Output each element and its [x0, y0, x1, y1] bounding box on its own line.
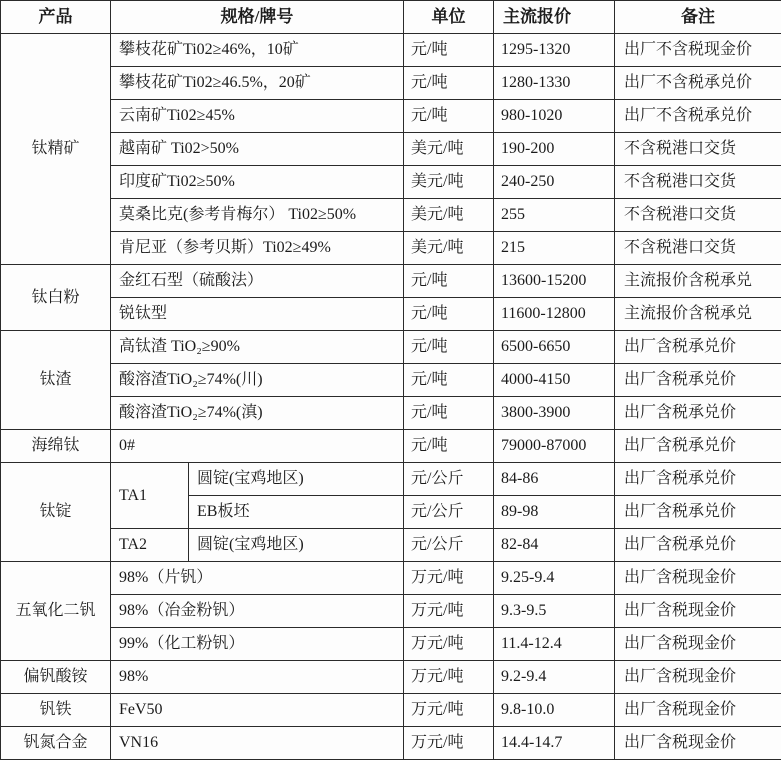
spec-cell: 酸溶渣TiO₂≥74%(滇) — [111, 397, 404, 430]
price-cell: 9.3-9.5 — [494, 595, 615, 628]
unit-cell: 万元/吨 — [404, 562, 494, 595]
unit-cell: 万元/吨 — [404, 628, 494, 661]
table-row — [1, 232, 781, 265]
price-cell: 6500-6650 — [494, 331, 615, 364]
price-cell: 14.4-14.7 — [494, 727, 615, 760]
unit-cell: 美元/吨 — [404, 133, 494, 166]
unit-cell: 元/公斤 — [404, 496, 494, 529]
table-row — [1, 529, 781, 562]
price-cell: 190-200 — [494, 133, 615, 166]
price-cell: 1295-1320 — [494, 34, 615, 67]
spec-cell: 0# — [111, 430, 404, 463]
price-cell: 89-98 — [494, 496, 615, 529]
spec-cell: FeV50 — [111, 694, 404, 727]
spec-cell: VN16 — [111, 727, 404, 760]
table-row — [1, 199, 781, 232]
note-cell: 主流报价含税承兑 — [615, 265, 781, 298]
price-cell: 215 — [494, 232, 615, 265]
note-cell: 出厂含税现金价 — [615, 628, 781, 661]
price-cell: 11600-12800 — [494, 298, 615, 331]
note-cell: 出厂不含税承兑价 — [615, 67, 781, 100]
table-row — [1, 727, 781, 760]
unit-cell: 万元/吨 — [404, 661, 494, 694]
unit-cell: 元/吨 — [404, 265, 494, 298]
table-row — [1, 100, 781, 133]
product-cell-sponge-titanium: 海绵钛 — [1, 430, 111, 463]
header-unit: 单位 — [404, 1, 494, 34]
table-row — [1, 67, 781, 100]
price-cell: 255 — [494, 199, 615, 232]
unit-cell: 美元/吨 — [404, 166, 494, 199]
grade-cell: TA1 — [111, 463, 189, 529]
spec-cell: 高钛渣 TiO₂≥90% — [111, 331, 404, 364]
unit-cell: 元/吨 — [404, 331, 494, 364]
spec-cell: 金红石型（硫酸法） — [111, 265, 404, 298]
note-cell: 出厂含税现金价 — [615, 727, 781, 760]
note-cell: 出厂含税承兑价 — [615, 463, 781, 496]
unit-cell: 美元/吨 — [404, 232, 494, 265]
table-row — [1, 133, 781, 166]
header-spec: 规格/牌号 — [111, 1, 404, 34]
note-cell: 出厂含税承兑价 — [615, 364, 781, 397]
unit-cell: 元/吨 — [404, 430, 494, 463]
table-row — [1, 364, 781, 397]
spec-cell: 酸溶渣TiO₂≥74%(川) — [111, 364, 404, 397]
price-cell: 11.4-12.4 — [494, 628, 615, 661]
form-cell: 圆锭(宝鸡地区) — [189, 529, 404, 562]
product-cell-titanium-ingot: 钛锭 — [1, 463, 111, 562]
spec-cell: 攀枝花矿Ti02≥46%，10矿 — [111, 34, 404, 67]
price-cell: 240-250 — [494, 166, 615, 199]
price-cell: 3800-3900 — [494, 397, 615, 430]
price-cell: 13600-15200 — [494, 265, 615, 298]
unit-cell: 元/公斤 — [404, 529, 494, 562]
note-cell: 出厂含税现金价 — [615, 661, 781, 694]
unit-cell: 元/公斤 — [404, 463, 494, 496]
table-row — [1, 430, 781, 463]
unit-cell: 元/吨 — [404, 67, 494, 100]
unit-cell: 元/吨 — [404, 364, 494, 397]
table-row — [1, 562, 781, 595]
note-cell: 出厂不含税现金价 — [615, 34, 781, 67]
product-cell-vanadium-pentoxide: 五氧化二钒 — [1, 562, 111, 661]
table-row — [1, 397, 781, 430]
table-row — [1, 265, 781, 298]
note-cell: 出厂含税承兑价 — [615, 529, 781, 562]
product-cell-titanium-dioxide: 钛白粉 — [1, 265, 111, 331]
spec-cell: 莫桑比克(参考肯梅尔） Ti02≥50% — [111, 199, 404, 232]
form-cell: 圆锭(宝鸡地区) — [189, 463, 404, 496]
unit-cell: 元/吨 — [404, 100, 494, 133]
table-row — [1, 166, 781, 199]
product-cell-titanium-concentrate: 钛精矿 — [1, 34, 111, 265]
note-cell: 不含税港口交货 — [615, 166, 781, 199]
product-cell-vanadium-nitrogen-alloy: 钒氮合金 — [1, 727, 111, 760]
price-cell: 9.25-9.4 — [494, 562, 615, 595]
spec-cell: 越南矿 Ti02>50% — [111, 133, 404, 166]
note-cell: 主流报价含税承兑 — [615, 298, 781, 331]
price-cell: 84-86 — [494, 463, 615, 496]
table-row — [1, 595, 781, 628]
note-cell: 不含税港口交货 — [615, 232, 781, 265]
spec-cell: 印度矿Ti02≥50% — [111, 166, 404, 199]
table-row — [1, 463, 781, 496]
note-cell: 不含税港口交货 — [615, 199, 781, 232]
note-cell: 出厂含税现金价 — [615, 694, 781, 727]
unit-cell: 元/吨 — [404, 34, 494, 67]
product-cell-ferrovanadium: 钒铁 — [1, 694, 111, 727]
note-cell: 出厂含税现金价 — [615, 595, 781, 628]
price-cell: 79000-87000 — [494, 430, 615, 463]
table-row — [1, 298, 781, 331]
unit-cell: 元/吨 — [404, 397, 494, 430]
spec-cell: 99%（化工粉钒） — [111, 628, 404, 661]
note-cell: 出厂不含税承兑价 — [615, 100, 781, 133]
spec-cell: 98% — [111, 661, 404, 694]
table-row — [1, 661, 781, 694]
product-cell-ammonium-metavanadate: 偏钒酸铵 — [1, 661, 111, 694]
form-cell: EB板坯 — [189, 496, 404, 529]
header-note: 备注 — [615, 1, 781, 34]
note-cell: 出厂含税现金价 — [615, 562, 781, 595]
grade-cell: TA2 — [111, 529, 189, 562]
note-cell: 出厂含税承兑价 — [615, 397, 781, 430]
spec-cell: 锐钛型 — [111, 298, 404, 331]
unit-cell: 万元/吨 — [404, 595, 494, 628]
unit-cell: 元/吨 — [404, 298, 494, 331]
header-row — [1, 1, 781, 34]
note-cell: 不含税港口交货 — [615, 133, 781, 166]
spec-cell: 98%（冶金粉钒） — [111, 595, 404, 628]
unit-cell: 美元/吨 — [404, 199, 494, 232]
table-row — [1, 34, 781, 67]
note-cell: 出厂含税承兑价 — [615, 430, 781, 463]
price-cell: 82-84 — [494, 529, 615, 562]
price-cell: 980-1020 — [494, 100, 615, 133]
unit-cell: 万元/吨 — [404, 727, 494, 760]
table-row — [1, 628, 781, 661]
note-cell: 出厂含税承兑价 — [615, 331, 781, 364]
spec-cell: 云南矿Ti02≥45% — [111, 100, 404, 133]
spec-cell: 攀枝花矿Ti02≥46.5%，20矿 — [111, 67, 404, 100]
price-cell: 1280-1330 — [494, 67, 615, 100]
header-price: 主流报价 — [494, 1, 615, 34]
spec-cell: 98%（片钒） — [111, 562, 404, 595]
note-cell: 出厂含税承兑价 — [615, 496, 781, 529]
table-row — [1, 331, 781, 364]
unit-cell: 万元/吨 — [404, 694, 494, 727]
header-product: 产品 — [1, 1, 111, 34]
table-row — [1, 694, 781, 727]
price-cell: 9.2-9.4 — [494, 661, 615, 694]
spec-cell: 肯尼亚（参考贝斯）Ti02≥49% — [111, 232, 404, 265]
price-cell: 4000-4150 — [494, 364, 615, 397]
price-cell: 9.8-10.0 — [494, 694, 615, 727]
product-cell-titanium-slag: 钛渣 — [1, 331, 111, 430]
